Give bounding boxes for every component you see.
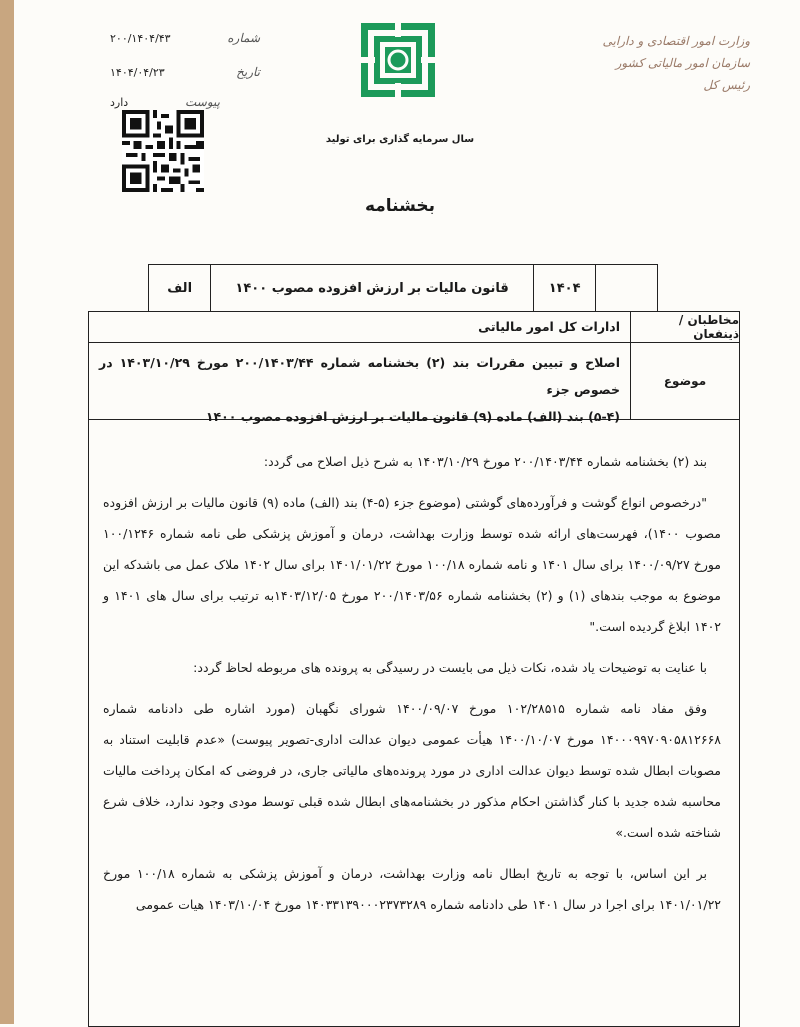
- body-paragraph: "درخصوص انواع گوشت و فرآورده‌های گوشتی (موضوع جزء (۵-۴) بند (الف) ماده (۹) قانون مالیات بر ارزش افزوده مصوب ۱۴۰۰)، فهرست‌های ارائه شده توسط وزارت بهداشت، درمان و آموزش پزشکی طی نامه شماره ۱۰۰/۱۲۴۶ مورخ ۱۴۰۰/۰۹/۲۷ برای سال ۱۴۰۱ و نامه شماره ۱۰۰/۱۸ مورخ ۱۴۰۱/۰۱/۲۲ برای سال ۱۴۰۲ ملاک عمل می باشدکه این موضوع به موجب بندهای (۱) و (۲) بخشنامه شماره ۲۰۰/۱۴۰۳/۵۶ مورخ ۱۴۰۳/۱۲/۰۵به ترتیب برای سال های ۱۴۰۱ و ۱۴۰۲ ابلاغ گردیده است.": [103, 495, 722, 634]
- classification-section: الف: [149, 265, 211, 312]
- ministry-heading: [580, 30, 750, 96]
- qr-code-icon: [122, 110, 204, 192]
- tax-organization-logo-icon: [358, 20, 438, 100]
- page-edge-strip: [0, 0, 14, 1024]
- body-paragraph: با عنایت به توضیحات یاد شده، نکات ذیل می بایست در رسیدگی به پرونده های مربوطه لحاظ گردد:: [193, 660, 707, 675]
- recipients-label: مخاطبان / ذینفعان: [630, 312, 739, 342]
- subject-label: موضوع: [630, 343, 739, 419]
- letter-attachment-row: [110, 92, 220, 112]
- number-value: ۲۰۰/۱۴۰۴/۴۳: [110, 31, 171, 45]
- ministry-line: وزارت امور اقتصادی و دارایی: [602, 34, 750, 48]
- body-paragraph: بر این اساس، با توجه به تاریخ ابطال نامه وزارت بهداشت، درمان و آموزش پزشکی به شماره ۱۰۰/۱۸ مورخ ۱۴۰۱/۰۱/۲۲ برای اجرا در سال ۱۴۰۱ طی دادنامه شماره ۱۴۰۳۳۱۳۹۰۰۰۲۳۷۳۲۸۹ مورخ ۱۴۰۳/۱۰/۰۴ هیات عمومی: [103, 866, 721, 912]
- year-motto: سال سرمایه گذاری برای تولید: [325, 134, 475, 145]
- classification-cell-empty: [596, 265, 658, 312]
- ministry-line: رئیس کل: [703, 78, 750, 92]
- body-paragraph: وفق مفاد نامه شماره ۱۰۲/۲۸۵۱۵ مورخ ۱۴۰۰/۰۹/۰۷ شورای نگهبان (مورد اشاره طی دادنامه شماره ۱۴۰۰۰۹۹۷۰۹۰۵۸۱۲۶۶۸ مورخ ۱۴۰۰/۱۰/۰۷ هیأت عمومی دیوان عدالت اداری-تصویر پیوست) «عدم قابلیت استناد به مصوبات ابطال شده توسط دیوان عدالت اداری در مورد پرونده‌های مالیاتی جاری، در فروضی که امکان پرداخت مالیات محاسبه شده جدید با کنار گذاشتن احکام مذکور در بخشنامه‌های ابطال شده قبلی توسط مودی وجود ندارد، خلاف شرع شناخته شده است.»: [103, 701, 721, 840]
- attachment-label: پیوست: [185, 95, 220, 109]
- letter-number-row: [110, 28, 260, 48]
- subject-value: [89, 343, 630, 424]
- letter-date-row: [110, 62, 260, 82]
- date-value: ۱۴۰۴/۰۴/۲۳: [110, 65, 165, 79]
- recipients-value: ادارات کل امور مالیاتی: [478, 319, 620, 334]
- date-label: تاریخ: [236, 65, 260, 79]
- circular-body-box: [88, 311, 740, 1027]
- ministry-line: سازمان امور مالیاتی کشور: [615, 56, 750, 70]
- document-title: بخشنامه: [364, 196, 436, 216]
- attachment-value: دارد: [110, 95, 129, 109]
- number-label: شماره: [227, 31, 260, 45]
- subject-line: (۵-۴) بند (الف) ماده (۹) قانون مالیات بر ارزش افزوده مصوب ۱۴۰۰: [205, 409, 620, 424]
- classification-table: [148, 264, 658, 312]
- circular-text: [89, 420, 739, 1026]
- classification-law-title: قانون مالیات بر ارزش افزوده مصوب ۱۴۰۰: [211, 265, 534, 312]
- classification-year: ۱۴۰۴: [533, 265, 595, 312]
- subject-line: اصلاح و تبیین مقررات بند (۲) بخشنامه شماره ۲۰۰/۱۴۰۳/۴۴ مورخ ۱۴۰۳/۱۰/۲۹ در خصوص جزء: [99, 355, 620, 397]
- body-paragraph: بند (۲) بخشنامه شماره ۲۰۰/۱۴۰۳/۴۴ مورخ ۱۴۰۳/۱۰/۲۹ به شرح ذیل اصلاح می گردد:: [263, 454, 707, 469]
- subject-row: [89, 343, 739, 424]
- recipients-row: [89, 312, 739, 343]
